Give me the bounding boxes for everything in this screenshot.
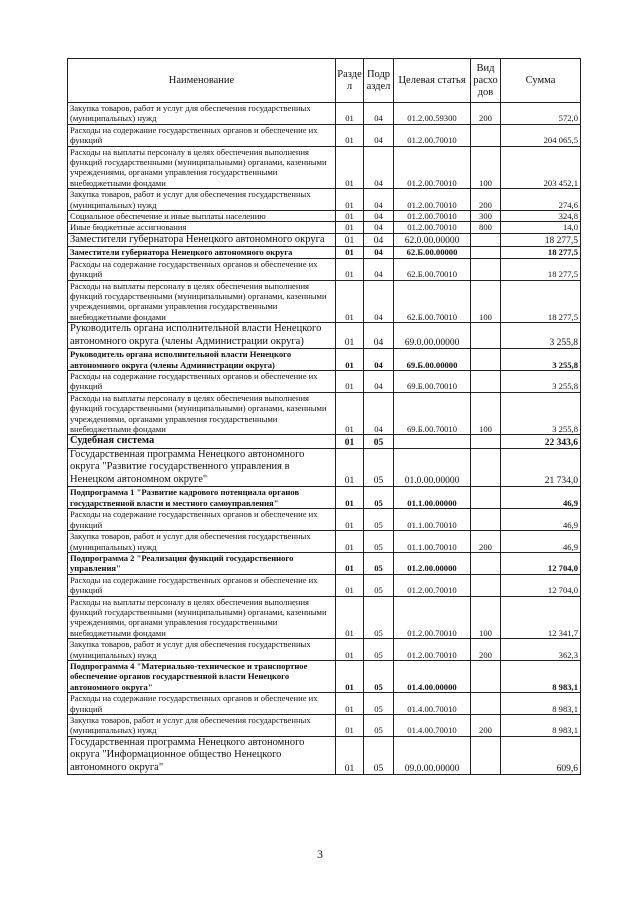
row-target: 01.1.00.70010 [394,531,471,553]
row-razdel: 01 [336,487,364,509]
row-vid [471,233,501,247]
row-razdel: 01 [336,574,364,596]
table-row [68,639,581,661]
page-number: 3 [317,847,323,861]
row-target: 69.0.00.00000 [394,323,471,349]
row-razdel: 01 [336,124,364,146]
row-vid: 200 [471,715,501,737]
row-name: Расходы на содержание государственных органов и обеспечение их функций [68,509,336,531]
row-vid [471,323,501,349]
row-sum: 21 734,0 [501,448,581,487]
table-row [68,552,581,574]
table-row [68,189,581,211]
row-sum: 46,9 [501,487,581,509]
row-podrazdel: 04 [364,323,394,349]
row-vid [471,349,501,371]
row-sum: 18 277,5 [501,247,581,258]
row-razdel: 01 [336,736,364,775]
table-row [68,487,581,509]
row-name: Расходы на выплаты персоналу в целях обеспечения выполнения функций государственными (муниципальными) органами, казенными учреждениями, органами управления государственными внебюджетными фондами [68,280,336,323]
row-sum: 3 255,8 [501,323,581,349]
header-razdel: Разде л [336,59,364,103]
row-razdel: 01 [336,693,364,715]
row-vid: 200 [471,189,501,211]
table-row [68,258,581,280]
row-sum: 204 065,5 [501,124,581,146]
row-podrazdel: 05 [364,736,394,775]
row-podrazdel: 05 [364,487,394,509]
row-razdel: 01 [336,103,364,125]
row-razdel: 01 [336,596,364,639]
row-name: Закупка товаров, работ и услуг для обеспечения государственных (муниципальных) нужд [68,189,336,211]
budget-table [67,58,581,775]
row-podrazdel: 04 [364,146,394,189]
row-vid: 200 [471,103,501,125]
table-row [68,392,581,435]
row-target: 01.2.00.70010 [394,222,471,233]
row-vid [471,371,501,393]
row-vid [471,660,501,692]
row-razdel: 01 [336,715,364,737]
row-sum: 12 704,0 [501,552,581,574]
row-podrazdel: 05 [364,715,394,737]
header-target: Целевая статья [394,59,471,103]
row-sum: 22 343,6 [501,435,581,449]
row-name: Расходы на содержание государственных органов и обеспечение их функций [68,258,336,280]
table-row [68,596,581,639]
table-row [68,247,581,258]
row-podrazdel: 05 [364,448,394,487]
row-target [394,435,471,449]
row-target: 01.2.00.70010 [394,124,471,146]
row-name: Заместители губернатора Ненецкого автономного округа [68,233,336,247]
table-row [68,371,581,393]
row-vid [471,247,501,258]
row-vid: 100 [471,392,501,435]
row-vid: 100 [471,146,501,189]
row-target: 62.Б.00.00000 [394,247,471,258]
table-row [68,103,581,125]
row-target: 69.Б.00.70010 [394,392,471,435]
row-podrazdel: 04 [364,247,394,258]
header-vid: Вид расхо дов [471,59,501,103]
row-podrazdel: 04 [364,233,394,247]
row-vid [471,448,501,487]
row-sum: 8 983,1 [501,715,581,737]
row-target: 01.2.00.70010 [394,146,471,189]
row-target: 01.2.00.70010 [394,639,471,661]
row-razdel: 01 [336,660,364,692]
row-podrazdel: 05 [364,660,394,692]
row-target: 69.Б.00.70010 [394,371,471,393]
header-name: Наименование [68,59,336,103]
table-row [68,323,581,349]
row-razdel: 01 [336,280,364,323]
row-vid: 200 [471,531,501,553]
row-target: 01.1.00.70010 [394,509,471,531]
table-body [68,103,581,775]
row-podrazdel: 05 [364,531,394,553]
row-podrazdel: 05 [364,574,394,596]
row-vid [471,736,501,775]
row-sum: 572,0 [501,103,581,125]
row-vid [471,552,501,574]
row-name: Иные бюджетные ассигнования [68,222,336,233]
table-header-row [68,59,581,103]
row-name: Заместители губернатора Ненецкого автономного округа [68,247,336,258]
table-row [68,233,581,247]
row-target: 01.2.00.59300 [394,103,471,125]
row-vid [471,693,501,715]
row-sum: 3 255,8 [501,392,581,435]
row-target: 09.0.00.00000 [394,736,471,775]
row-target: 01.2.00.70010 [394,574,471,596]
row-vid: 300 [471,211,501,222]
row-name: Государственная программа Ненецкого автономного округа "Информационное общество Ненецкого автономного округа" [68,736,336,775]
table-row [68,715,581,737]
table-row [68,531,581,553]
table-row [68,574,581,596]
row-vid [471,487,501,509]
row-sum: 18 277,5 [501,233,581,247]
row-target: 69.Б.00.00000 [394,349,471,371]
row-target: 01.2.00.70010 [394,596,471,639]
row-razdel: 01 [336,552,364,574]
row-sum: 46,9 [501,531,581,553]
row-name: Руководитель органа исполнительной власти Ненецкого автономного округа (члены Администрации округа) [68,349,336,371]
row-razdel: 01 [336,392,364,435]
row-sum: 274,6 [501,189,581,211]
row-podrazdel: 04 [364,124,394,146]
row-name: Подпрограмма 1 "Развитие кадрового потенциала органов государственной власти и местного самоуправления" [68,487,336,509]
row-name: Подпрограмма 2 "Реализация функций государственного управления" [68,552,336,574]
row-vid: 200 [471,639,501,661]
row-vid [471,574,501,596]
row-name: Расходы на содержание государственных органов и обеспечение их функций [68,693,336,715]
table-row [68,435,581,449]
row-name: Расходы на содержание государственных органов и обеспечение их функций [68,574,336,596]
header-sum: Сумма [501,59,581,103]
table-row [68,146,581,189]
row-target: 62.Б.00.70010 [394,280,471,323]
row-name: Закупка товаров, работ и услуг для обеспечения государственных (муниципальных) нужд [68,715,336,737]
row-podrazdel: 05 [364,639,394,661]
row-target: 01.2.00.00000 [394,552,471,574]
table-row [68,660,581,692]
row-podrazdel: 04 [364,189,394,211]
row-sum: 203 452,1 [501,146,581,189]
row-target: 01.2.00.70010 [394,189,471,211]
row-sum: 46,9 [501,509,581,531]
row-name: Социальное обеспечение и иные выплаты населению [68,211,336,222]
row-target: 01.4.00.70010 [394,715,471,737]
row-vid [471,258,501,280]
table-row [68,509,581,531]
table-row [68,222,581,233]
table-row [68,693,581,715]
row-podrazdel: 05 [364,596,394,639]
row-vid [471,435,501,449]
row-target: 01.4.00.70010 [394,693,471,715]
row-razdel: 01 [336,233,364,247]
row-razdel: 01 [336,146,364,189]
row-sum: 8 983,1 [501,660,581,692]
table-row [68,736,581,775]
table-row [68,211,581,222]
row-razdel: 01 [336,435,364,449]
row-sum: 362,3 [501,639,581,661]
row-podrazdel: 05 [364,435,394,449]
row-name: Расходы на выплаты персоналу в целях обеспечения выполнения функций государственными (муниципальными) органами, казенными учреждениями, органами управления государственными внебюджетными фондами [68,146,336,189]
row-name: Расходы на выплаты персоналу в целях обеспечения выполнения функций государственными (муниципальными) органами, казенными учреждениями, органами управления государственными внебюджетными фондами [68,392,336,435]
row-razdel: 01 [336,258,364,280]
row-podrazdel: 04 [364,211,394,222]
row-razdel: 01 [336,247,364,258]
header-podrazdel: Подр аздел [364,59,394,103]
row-sum: 18 277,5 [501,280,581,323]
table-row [68,349,581,371]
row-vid [471,509,501,531]
row-podrazdel: 05 [364,509,394,531]
row-podrazdel: 04 [364,371,394,393]
row-sum: 324,8 [501,211,581,222]
row-razdel: 01 [336,509,364,531]
row-vid [471,124,501,146]
row-sum: 12 341,7 [501,596,581,639]
row-razdel: 01 [336,323,364,349]
row-name: Расходы на содержание государственных органов и обеспечение их функций [68,371,336,393]
row-target: 01.4.00.00000 [394,660,471,692]
row-podrazdel: 05 [364,693,394,715]
row-sum: 3 255,8 [501,349,581,371]
row-name: Закупка товаров, работ и услуг для обеспечения государственных (муниципальных) нужд [68,639,336,661]
row-sum: 609,6 [501,736,581,775]
row-razdel: 01 [336,531,364,553]
row-podrazdel: 05 [364,552,394,574]
row-sum: 12 704,0 [501,574,581,596]
row-target: 01.2.00.70010 [394,211,471,222]
row-vid: 800 [471,222,501,233]
row-vid: 100 [471,596,501,639]
row-sum: 14,0 [501,222,581,233]
row-podrazdel: 04 [364,258,394,280]
row-podrazdel: 04 [364,103,394,125]
row-name: Закупка товаров, работ и услуг для обеспечения государственных (муниципальных) нужд [68,531,336,553]
row-razdel: 01 [336,349,364,371]
row-name: Расходы на содержание государственных органов и обеспечение их функций [68,124,336,146]
row-name: Расходы на выплаты персоналу в целях обеспечения выполнения функций государственными (муниципальными) органами, казенными учреждениями, органами управления государственными внебюджетными фондами [68,596,336,639]
row-name: Подпрограмма 4 "Материально-техническое и транспортное обеспечение органов государственной власти Ненецкого автономного округа" [68,660,336,692]
table-row [68,448,581,487]
row-name: Судебная система [68,435,336,449]
row-name: Закупка товаров, работ и услуг для обеспечения государственных (муниципальных) нужд [68,103,336,125]
row-target: 01.1.00.00000 [394,487,471,509]
row-sum: 3 255,8 [501,371,581,393]
row-target: 62.Б.00.70010 [394,258,471,280]
row-podrazdel: 04 [364,280,394,323]
row-razdel: 01 [336,639,364,661]
row-name: Государственная программа Ненецкого автономного округа "Развитие государственного управления в Ненецком автономном округе" [68,448,336,487]
row-podrazdel: 04 [364,349,394,371]
table-row [68,280,581,323]
row-sum: 18 277,5 [501,258,581,280]
row-podrazdel: 04 [364,392,394,435]
table-row [68,124,581,146]
row-name: Руководитель органа исполнительной власти Ненецкого автономного округа (члены Администрации округа) [68,323,336,349]
row-vid: 100 [471,280,501,323]
row-sum: 8 983,1 [501,693,581,715]
row-target: 01.0.00.00000 [394,448,471,487]
row-razdel: 01 [336,222,364,233]
row-razdel: 01 [336,211,364,222]
row-razdel: 01 [336,189,364,211]
row-razdel: 01 [336,448,364,487]
row-razdel: 01 [336,371,364,393]
row-target: 62.0.00.00000 [394,233,471,247]
row-podrazdel: 04 [364,222,394,233]
